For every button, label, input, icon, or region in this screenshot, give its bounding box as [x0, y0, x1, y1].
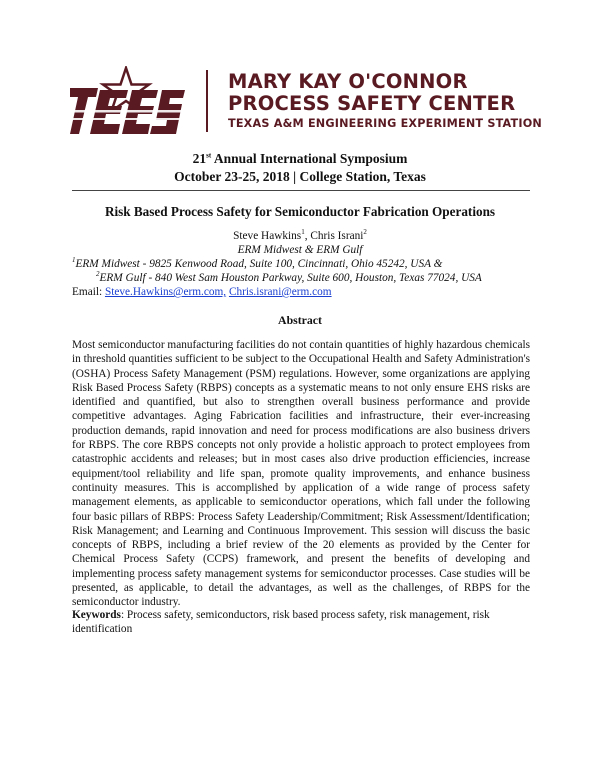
abstract-heading: Abstract	[278, 313, 322, 327]
email-link-1[interactable]: Steve.Hawkins@erm.com,	[104, 286, 227, 298]
center-name-line3: TEXAS A&M ENGINEERING EXPERIMENT STATION	[228, 117, 542, 130]
keywords-text: : Process safety, semiconductors, risk based process safety, risk management, risk identification	[72, 609, 490, 636]
symposium-ordinal-suffix: st	[206, 151, 212, 160]
address-2-sup: 2	[96, 270, 100, 279]
header-divider	[206, 70, 208, 132]
address-1-sup: 1	[72, 256, 76, 265]
star-icon	[103, 68, 149, 111]
center-name-line1: MARY KAY O'CONNOR	[228, 70, 468, 93]
tees-logo	[70, 66, 185, 136]
address-2	[96, 272, 482, 284]
author-2-sup: 2	[363, 228, 367, 237]
logo-text: TEES	[70, 66, 73, 67]
affiliation: ERM Midwest & ERM Gulf	[237, 244, 363, 256]
email-label: Email:	[72, 286, 105, 298]
email-line	[72, 286, 332, 298]
abstract-body: Most semiconductor manufacturing facilities do not contain quantities of highly hazardous chemicals in threshold quantities sufficient to be subject to the Occupational Health and Safety Administration's (OSHA) Process Safety Management (PSM) regulations. However, some organizations are applying Risk Based Process Safety (RBPS) concepts as a systematic means to not only ensure EHS risks are identified and quantified, but also to strengthen overall business performance and provide competitive advantages. Aging Fabrication facilities and infrastructure, their ever-increasing production demands, rapid innovation and need for process modifications are also business drivers for RBPS. The core RBPS concepts not only provide a holistic approach to protect employees from catastrophic accidents and releases; but in most cases also drive production efficiencies, increase equipment/tool reliability and life span, promote quality improvements, and enhance business continuity measures. This is accomplished by application of a wide range of process safety management elements, as applicable to semiconductor operations, which fall under the following four basic pillars of RBPS: Process Safety Leadership/Commitment; Risk Assessment/Identification; Risk Management; and Learning and Continuous Improvement. This session will discuss the basic concepts of RBPS, including a brief review of the 20 elements as provided by the Center for Chemical Process Safety (CCPS) framework, and present the benefits of developing and implementing process safety management systems for semiconductor processes. Case studies will be presented, as applicable, to detail the advantages, as well as the challenges, of RBPS for the semiconductor industry.	[72, 339, 530, 609]
symposium-name: Annual International Symposium	[211, 151, 408, 166]
address-2-text: ERM Gulf - 840 West Sam Houston Parkway, Suite 600, Houston, Texas 77024, USA	[99, 272, 482, 284]
author-2: Chris Israni	[310, 230, 364, 242]
author-1: Steve Hawkins	[233, 230, 302, 242]
symposium-date-location: October 23-25, 2018 | College Station, Texas	[174, 169, 426, 184]
author-separator: ,	[304, 230, 311, 242]
symposium-title	[0, 151, 600, 167]
keywords-label: Keywords	[72, 609, 121, 621]
keywords	[72, 608, 530, 637]
email-link-2[interactable]: Chris.israni@erm.com	[228, 286, 332, 298]
authors	[0, 230, 600, 242]
paper-title: Risk Based Process Safety for Semiconductor Fabrication Operations	[104, 204, 496, 219]
address-1	[72, 258, 442, 270]
author-1-sup: 1	[301, 228, 305, 237]
header-rule	[72, 190, 530, 191]
address-1-text: ERM Midwest - 9825 Kenwood Road, Suite 100, Cincinnati, Ohio 45242, USA &	[75, 258, 443, 270]
center-name-line2: PROCESS SAFETY CENTER	[228, 92, 516, 115]
symposium-ordinal: 21	[192, 151, 207, 166]
